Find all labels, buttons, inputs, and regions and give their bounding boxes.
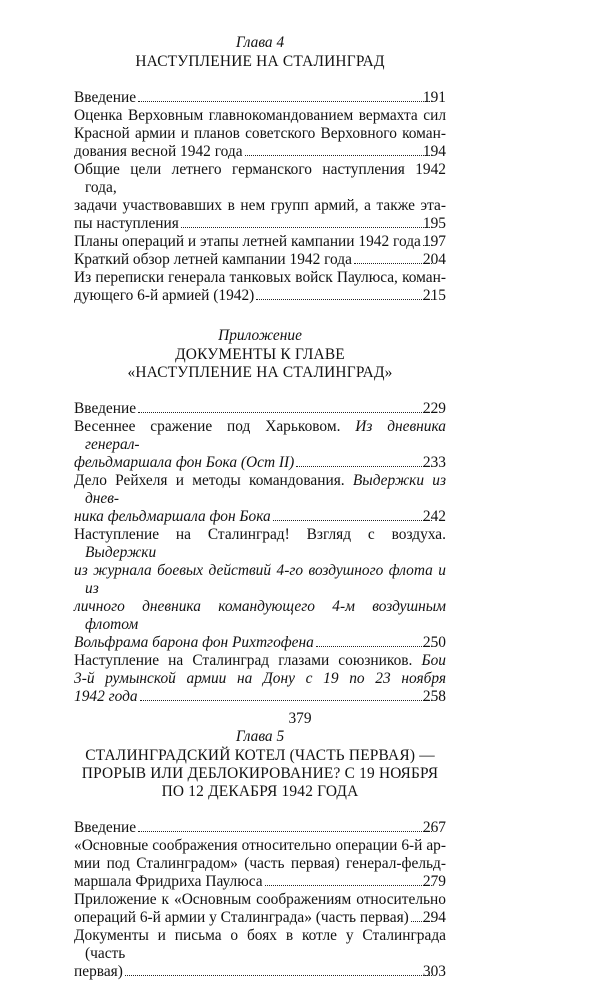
toc-entry-last-line <box>74 400 446 418</box>
toc-page-number: 258 <box>422 688 446 705</box>
toc-entry-text: Введение <box>74 400 137 417</box>
toc-entry-italic-text: Бои <box>421 652 446 669</box>
toc-entry-line <box>74 891 446 909</box>
toc-section <box>74 34 446 305</box>
dot-leader <box>245 155 432 156</box>
toc-entry-last-line <box>74 215 446 233</box>
toc-entry-italic-text: 3-й румынской армии на Дону с 19 по 23 ноября <box>74 670 446 687</box>
toc-page-number: 194 <box>422 143 446 160</box>
toc-page-number: 294 <box>422 909 446 926</box>
toc-entry-last-line <box>74 819 446 837</box>
toc-entry-italic-text: Вольфрама барона фон Рихтгофена <box>74 634 314 651</box>
toc-entry-text: Планы операций и этапы летней кампании 1942 года <box>74 233 421 250</box>
dot-leader <box>265 885 432 886</box>
toc-entry-line <box>74 652 446 670</box>
toc-entry[interactable] <box>74 400 446 418</box>
toc-entry-italic-text: из журнала боевых действий 4-го воздушного флота и из <box>74 562 446 597</box>
toc-entry-last-line <box>74 233 446 251</box>
toc-entry-text: Приложение к «Основным соображениям относительно <box>74 891 446 908</box>
toc-entry-text: Введение <box>74 89 137 106</box>
toc-entry-line <box>74 598 446 634</box>
section-heading <box>74 53 446 71</box>
section-heading <box>74 747 446 801</box>
toc-page-number: 267 <box>422 819 446 836</box>
toc-entry-line <box>74 670 446 688</box>
toc-entry[interactable] <box>74 526 446 652</box>
section-kicker: Приложение <box>218 327 302 344</box>
toc-page-number: 197 <box>422 233 446 250</box>
toc-entry[interactable] <box>74 927 446 981</box>
toc-entry-line <box>74 526 446 562</box>
toc-entry-text: первая) <box>74 963 123 980</box>
dot-leader <box>138 831 432 832</box>
toc-page-number: 233 <box>422 454 446 471</box>
toc-section <box>74 728 446 981</box>
dot-leader <box>273 520 432 521</box>
section-heading-line: «НАСТУПЛЕНИЕ НА СТАЛИНГРАД» <box>127 364 393 381</box>
toc-entry-text: Общие цели летнего германского наступления 1942 года, <box>74 161 446 196</box>
toc-entry-italic-text: фельдмаршала фон Бока (Ост II) <box>74 454 295 471</box>
dot-leader <box>125 975 432 976</box>
toc-entry-text: Наступление на Сталинград! Взгляд с воздуха. <box>74 526 446 543</box>
toc-entry-last-line <box>74 508 446 526</box>
toc-entry-italic-text: личного дневника командующего 4-м воздушным флотом <box>74 598 446 633</box>
toc-entry-line <box>74 269 446 287</box>
toc-entry-text: Документы и письма о боях в котле у Сталинграда (часть <box>74 927 446 962</box>
toc-page-number: 204 <box>422 251 446 268</box>
toc-entry-text: «Основные соображения относительно операции 6-й ар- <box>74 837 446 854</box>
toc-entry-last-line <box>74 251 446 269</box>
toc-entry-line <box>74 927 446 963</box>
toc-entry[interactable] <box>74 819 446 837</box>
page-number: 379 <box>288 710 312 727</box>
toc-entry-last-line <box>74 873 446 891</box>
toc-entry-text: Оценка Верховным главнокомандованием вермахта сил <box>74 107 446 124</box>
toc-entry-line <box>74 837 446 855</box>
dot-leader <box>138 101 432 102</box>
toc-entry-text: дования весной 1942 года <box>74 143 243 160</box>
dot-leader <box>354 263 432 264</box>
toc-entry-text: Из переписки генерала танковых войск Паулюса, коман- <box>74 269 446 286</box>
toc-entry-text: Весеннее сражение под Харьковом. <box>74 418 356 435</box>
toc-page-number: 303 <box>422 963 446 980</box>
toc-entry-line <box>74 107 446 125</box>
toc-entry-text: мии под Сталинградом» (часть первая) генерал-фельд- <box>74 855 446 872</box>
toc-entry-line <box>74 562 446 598</box>
toc-entry-text: операций 6-й армии у Сталинграда» (часть первая) <box>74 909 409 926</box>
toc-page-number: 250 <box>422 634 446 651</box>
dot-leader <box>256 299 432 300</box>
toc-page-number: 242 <box>422 508 446 525</box>
toc-entry-text: задачи участвовавших в нем групп армий, а также эта- <box>74 197 446 214</box>
toc-entry[interactable] <box>74 652 446 706</box>
section-heading-line: ПРОРЫВ ИЛИ ДЕБЛОКИРОВАНИЕ? С 19 НОЯБРЯ <box>81 765 439 782</box>
toc-entry[interactable] <box>74 107 446 161</box>
toc-entry-text: Красной армии и планов советского Верховного коман- <box>74 125 446 142</box>
toc-entry-last-line <box>74 454 446 472</box>
toc-entry[interactable] <box>74 251 446 269</box>
toc-entry[interactable] <box>74 837 446 891</box>
toc-entry-italic-text: Выдержки из днев- <box>85 472 446 507</box>
dot-leader <box>181 227 432 228</box>
toc-entry-last-line <box>74 89 446 107</box>
toc-entry-line <box>74 197 446 215</box>
toc-entry-line <box>74 472 446 508</box>
toc-entry-text: маршала Фридриха Паулюса <box>74 873 263 890</box>
dot-leader <box>140 700 432 701</box>
dot-leader <box>296 466 432 467</box>
toc-page-number: 229 <box>422 400 446 417</box>
toc-entry-text: Введение <box>74 819 137 836</box>
toc-entry[interactable] <box>74 472 446 526</box>
toc-entry-text: Дело Рейхеля и методы командования. <box>74 472 353 489</box>
toc-entry-last-line <box>74 634 446 652</box>
toc-entry-last-line <box>74 287 446 305</box>
section-kicker: Глава 5 <box>235 728 285 745</box>
toc-entry-line <box>74 161 446 197</box>
toc-entry-text: Краткий обзор летней кампании 1942 года <box>74 251 352 268</box>
toc-page-number: 279 <box>422 873 446 890</box>
section-heading-line: НАСТУПЛЕНИЕ НА СТАЛИНГРАД <box>135 53 385 70</box>
toc-entry[interactable] <box>74 233 446 251</box>
section-heading-line: ДОКУМЕНТЫ К ГЛАВЕ <box>175 346 345 363</box>
toc-entry-text: пы наступления <box>74 215 179 232</box>
section-heading-line: СТАЛИНГРАДСКИЙ КОТЕЛ (ЧАСТЬ ПЕРВАЯ) — <box>85 747 435 764</box>
dot-leader <box>316 646 432 647</box>
toc-entry-line <box>74 418 446 454</box>
toc-entry-last-line <box>74 909 446 927</box>
toc-page <box>74 34 446 1003</box>
section-kicker: Глава 4 <box>235 34 285 51</box>
toc-entry-text: Наступление на Сталинград глазами союзников. <box>74 652 422 669</box>
toc-entry-line <box>74 125 446 143</box>
toc-entry[interactable] <box>74 891 446 927</box>
toc-entry-last-line <box>74 688 446 706</box>
toc-section <box>74 327 446 706</box>
toc-page-number: 215 <box>422 287 446 304</box>
section-heading <box>74 346 446 382</box>
toc-entry-last-line <box>74 963 446 981</box>
toc-entry[interactable] <box>74 418 446 472</box>
toc-entry-italic-text: ника фельдмаршала фон Бока <box>74 508 271 525</box>
toc-entry-text: дующего 6-й армией (1942) <box>74 287 255 304</box>
toc-page-number: 191 <box>422 89 446 106</box>
toc-entry[interactable] <box>74 269 446 305</box>
toc-entry-line <box>74 855 446 873</box>
toc-entry-italic-text: Выдержки <box>85 544 157 561</box>
toc-entry[interactable] <box>74 161 446 233</box>
toc-entry-italic-text: Из дневника генерал- <box>85 418 446 453</box>
toc-entry-italic-text: 1942 года <box>74 688 138 705</box>
toc-page-number: 195 <box>422 215 446 232</box>
dot-leader <box>138 412 432 413</box>
section-heading-line: ПО 12 ДЕКАБРЯ 1942 ГОДА <box>161 783 359 800</box>
toc-entry-last-line <box>74 143 446 161</box>
toc-entry[interactable] <box>74 89 446 107</box>
